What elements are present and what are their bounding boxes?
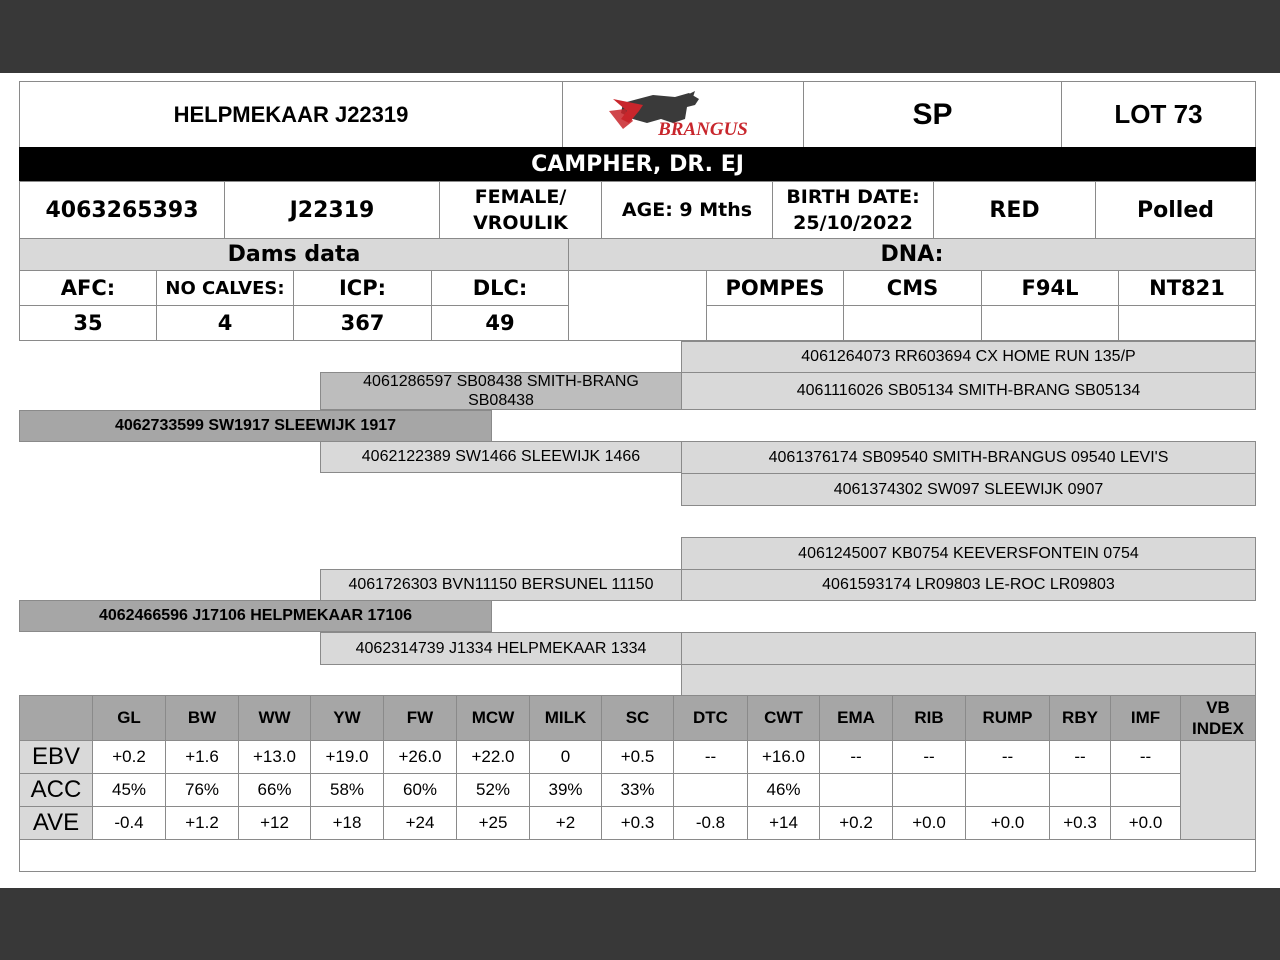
ebv-cell-ebv-bw: +1.6 xyxy=(165,740,239,774)
pedigree-dam: 4062466596 J17106 HELPMEKAAR 17106 xyxy=(19,600,492,632)
pedigree-sire-dam-sire: 4061376174 SB09540 SMITH-BRANGUS 09540 LEVI'S xyxy=(681,441,1256,474)
bull-logo-icon xyxy=(603,89,763,141)
ebv-cell-acc-rby xyxy=(1049,773,1111,807)
dams-label-afc: AFC: xyxy=(19,270,157,306)
brangus-logo xyxy=(562,81,804,148)
ebv-cell-acc-ema xyxy=(819,773,893,807)
ebv-cell-ave-mcw: +25 xyxy=(456,806,530,840)
ebv-cell-acc-sc: 33% xyxy=(601,773,674,807)
age: AGE: 9 Mths xyxy=(601,181,773,239)
ebv-cell-ave-fw: +24 xyxy=(383,806,457,840)
ebv-col-imf: IMF xyxy=(1110,695,1181,741)
ebv-cell-acc-ww: 66% xyxy=(238,773,311,807)
ebv-cell-ebv-imf: -- xyxy=(1110,740,1181,774)
ebv-cell-ebv-sc: +0.5 xyxy=(601,740,674,774)
logo-text: BRANGUS xyxy=(658,118,748,140)
sex-line1: FEMALE/ xyxy=(474,186,567,208)
category: SP xyxy=(803,81,1062,148)
dna-label-f94l: F94L xyxy=(981,270,1119,306)
pedigree-dam-sire-sire: 4061245007 KB0754 KEEVERSFONTEIN 0754 xyxy=(681,537,1256,570)
ebv-cell-ebv-cwt: +16.0 xyxy=(747,740,820,774)
lot-number: LOT 73 xyxy=(1061,81,1256,148)
ebv-cell-ebv-gl: +0.2 xyxy=(92,740,166,774)
ebv-corner xyxy=(19,695,93,741)
ebv-cell-ave-milk: +2 xyxy=(529,806,602,840)
dna-blank-cell xyxy=(568,270,707,341)
pedigree-dam-dam-sire xyxy=(681,632,1256,665)
dams-value-no-calves: 4 xyxy=(156,305,294,341)
pedigree-dam-dam-dam xyxy=(681,664,1256,696)
ebv-cell-ave-ww: +12 xyxy=(238,806,311,840)
ebv-cell-ebv-ww: +13.0 xyxy=(238,740,311,774)
ebv-col-rby: RBY xyxy=(1049,695,1111,741)
dams-value-afc: 35 xyxy=(19,305,157,341)
vb-index-value xyxy=(1180,740,1256,840)
ebv-col-fw: FW xyxy=(383,695,457,741)
ebv-cell-ebv-ema: -- xyxy=(819,740,893,774)
pedigree-dam-sire: 4061726303 BVN11150 BERSUNEL 11150 xyxy=(320,569,682,601)
ebv-col-vb-index xyxy=(1180,695,1256,741)
dna-label-nt821: NT821 xyxy=(1118,270,1256,306)
pedigree-sire-sire-sire: 4061264073 RR603694 CX HOME RUN 135/P xyxy=(681,341,1256,373)
pedigree-sire-dam-dam: 4061374302 SW097 SLEEWIJK 0907 xyxy=(681,473,1256,506)
ebv-cell-ave-rby: +0.3 xyxy=(1049,806,1111,840)
pedigree-sire-dam: 4062122389 SW1466 SLEEWIJK 1466 xyxy=(320,441,682,473)
ebv-row-label-acc: ACC xyxy=(19,773,93,807)
pedigree-sire: 4062733599 SW1917 SLEEWIJK 1917 xyxy=(19,410,492,442)
ebv-col-rib: RIB xyxy=(892,695,966,741)
ebv-cell-ebv-rby: -- xyxy=(1049,740,1111,774)
ebv-cell-acc-mcw: 52% xyxy=(456,773,530,807)
dams-label-icp: ICP: xyxy=(293,270,432,306)
ebv-cell-acc-yw: 58% xyxy=(310,773,384,807)
horn-status: Polled xyxy=(1095,181,1256,239)
ebv-cell-acc-dtc xyxy=(673,773,748,807)
ebv-cell-ave-sc: +0.3 xyxy=(601,806,674,840)
ebv-cell-ave-dtc: -0.8 xyxy=(673,806,748,840)
ebv-cell-ebv-yw: +19.0 xyxy=(310,740,384,774)
dna-label-cms: CMS xyxy=(843,270,982,306)
dams-label-no-calves: NO CALVES: xyxy=(156,270,294,306)
ebv-row-label-ave: AVE xyxy=(19,806,93,840)
dna-value-cms xyxy=(843,305,982,341)
animal-name: HELPMEKAAR J22319 xyxy=(19,81,563,148)
pedigree-dam-dam: 4062314739 J1334 HELPMEKAAR 1334 xyxy=(320,632,682,665)
dams-value-icp: 367 xyxy=(293,305,432,341)
dna-title: DNA: xyxy=(568,238,1256,271)
color: RED xyxy=(933,181,1096,239)
dna-value-f94l xyxy=(981,305,1119,341)
ebv-col-ww: WW xyxy=(238,695,311,741)
breeder-band: CAMPHER, DR. EJ xyxy=(19,147,1256,181)
ebv-col-bw: BW xyxy=(165,695,239,741)
birth-date-label: BIRTH DATE: xyxy=(786,186,920,208)
tag-number: J22319 xyxy=(224,181,440,239)
pedigree-sire-sire-dam: 4061116026 SB05134 SMITH-BRANG SB05134 xyxy=(681,372,1256,410)
ebv-col-dtc: DTC xyxy=(673,695,748,741)
ebv-col-sc: SC xyxy=(601,695,674,741)
ebv-cell-acc-cwt: 46% xyxy=(747,773,820,807)
id-number: 4063265393 xyxy=(19,181,225,239)
ebv-cell-ave-gl: -0.4 xyxy=(92,806,166,840)
ebv-cell-ave-yw: +18 xyxy=(310,806,384,840)
ebv-col-cwt: CWT xyxy=(747,695,820,741)
dna-value-pompes xyxy=(706,305,844,341)
ebv-cell-ebv-milk: 0 xyxy=(529,740,602,774)
vb-index-line2: INDEX xyxy=(1192,719,1244,738)
pedigree-dam-sire-dam: 4061593174 LR09803 LE-ROC LR09803 xyxy=(681,569,1256,601)
ebv-cell-ave-rump: +0.0 xyxy=(965,806,1050,840)
ebv-cell-acc-rump xyxy=(965,773,1050,807)
ebv-cell-ebv-rib: -- xyxy=(892,740,966,774)
sex xyxy=(439,181,602,239)
footer-row xyxy=(19,839,1256,872)
dams-value-dlc: 49 xyxy=(431,305,569,341)
ebv-cell-ave-bw: +1.2 xyxy=(165,806,239,840)
dna-value-nt821 xyxy=(1118,305,1256,341)
ebv-cell-ebv-rump: -- xyxy=(965,740,1050,774)
ebv-cell-ave-imf: +0.0 xyxy=(1110,806,1181,840)
ebv-cell-acc-imf xyxy=(1110,773,1181,807)
ebv-col-ema: EMA xyxy=(819,695,893,741)
ebv-col-rump: RUMP xyxy=(965,695,1050,741)
ebv-row-label-ebv: EBV xyxy=(19,740,93,774)
birth-date-value: 25/10/2022 xyxy=(793,212,913,234)
dams-label-dlc: DLC: xyxy=(431,270,569,306)
sex-line2: VROULIK xyxy=(473,212,568,234)
ebv-col-gl: GL xyxy=(92,695,166,741)
ebv-cell-ebv-mcw: +22.0 xyxy=(456,740,530,774)
lot-card xyxy=(0,73,1280,888)
dna-label-pompes: POMPES xyxy=(706,270,844,306)
ebv-col-yw: YW xyxy=(310,695,384,741)
ebv-cell-acc-bw: 76% xyxy=(165,773,239,807)
ebv-cell-acc-milk: 39% xyxy=(529,773,602,807)
ebv-col-milk: MILK xyxy=(529,695,602,741)
ebv-cell-acc-gl: 45% xyxy=(92,773,166,807)
birth-date xyxy=(772,181,934,239)
ebv-cell-ebv-fw: +26.0 xyxy=(383,740,457,774)
ebv-cell-ave-rib: +0.0 xyxy=(892,806,966,840)
ebv-cell-acc-fw: 60% xyxy=(383,773,457,807)
ebv-cell-ave-ema: +0.2 xyxy=(819,806,893,840)
pedigree-sire-sire: 4061286597 SB08438 SMITH-BRANG SB08438 xyxy=(320,372,682,410)
vb-index-line1: VB xyxy=(1206,698,1230,717)
ebv-cell-ave-cwt: +14 xyxy=(747,806,820,840)
ebv-cell-acc-rib xyxy=(892,773,966,807)
ebv-cell-ebv-dtc: -- xyxy=(673,740,748,774)
ebv-col-mcw: MCW xyxy=(456,695,530,741)
dams-data-title: Dams data xyxy=(19,238,569,271)
